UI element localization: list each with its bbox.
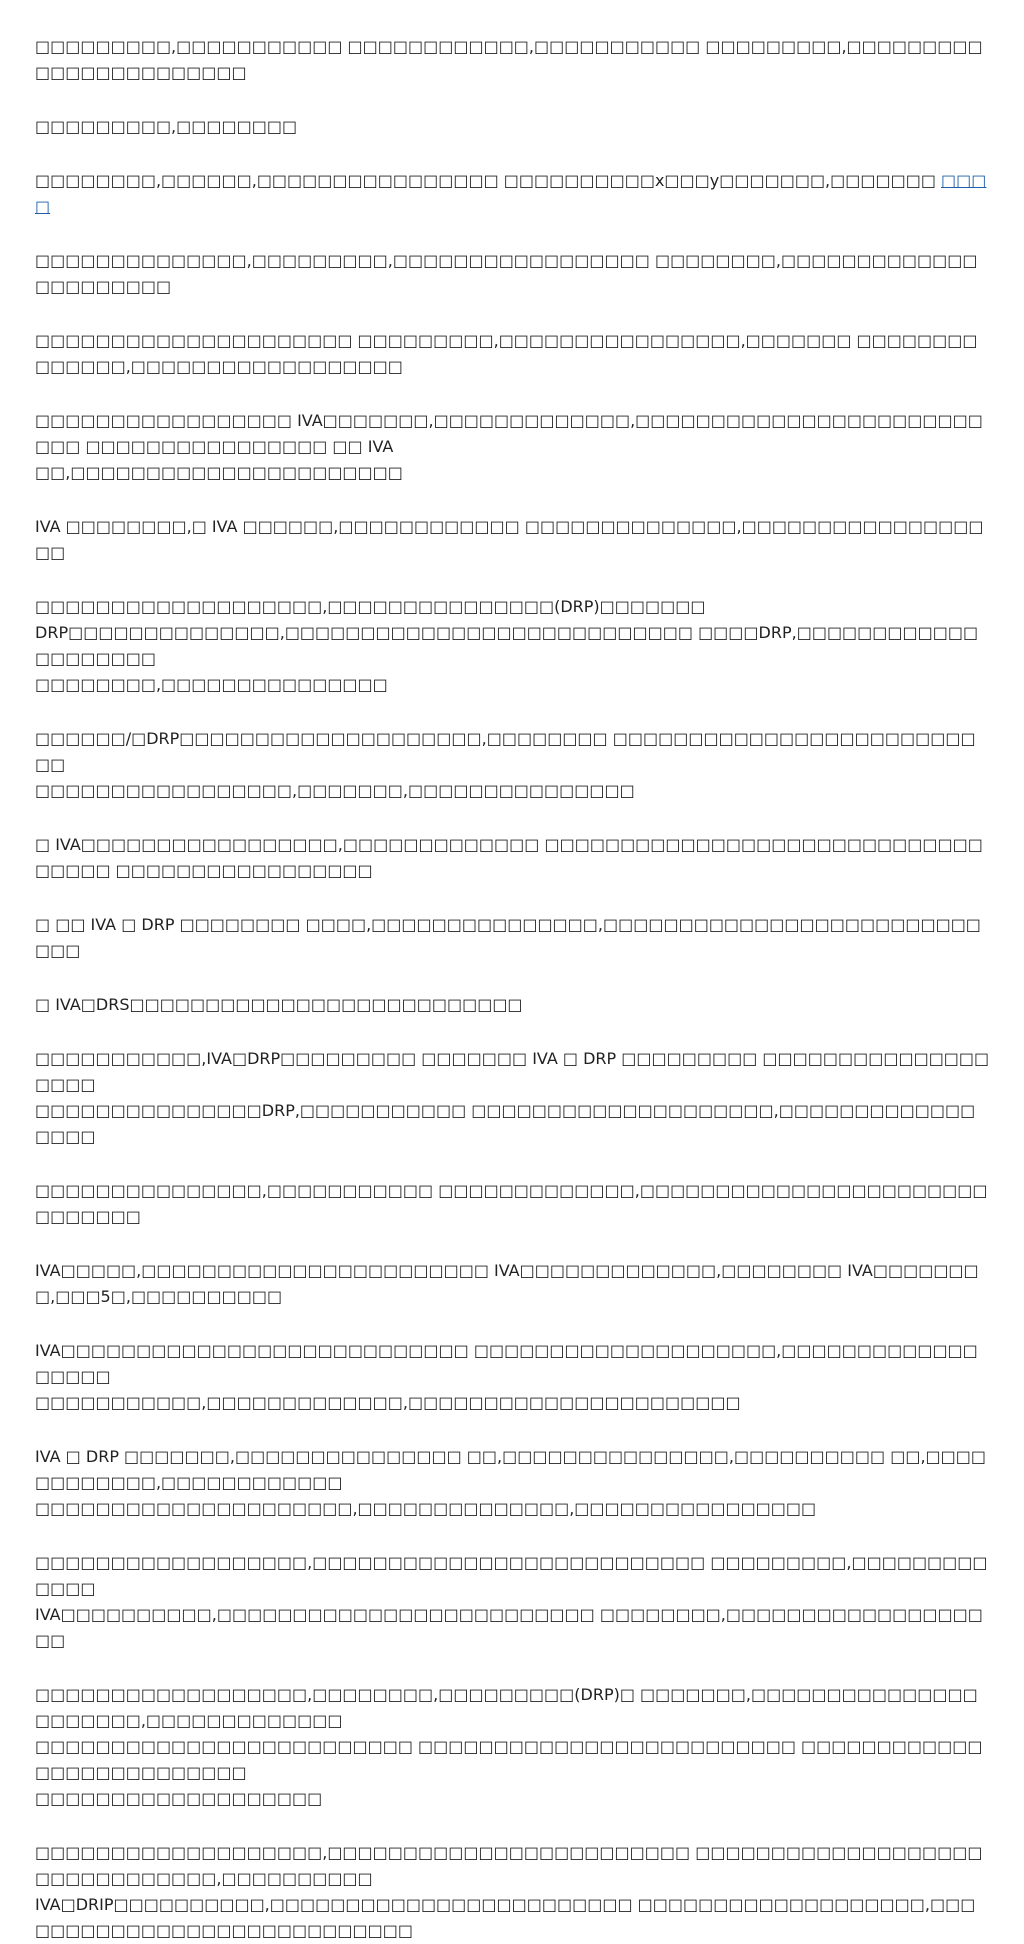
inline-link[interactable]: □□□□ — [35, 171, 987, 216]
paragraph-17: IVA □ DRP □□□□□□□,□□□□□□□□□□□□□□□ □□,□□□□□□□□□□□□□□□,□□□□□□□□□□ □□,□□□□□□□□□□□□,□□□□□□□□□□□□ □□□□□□□□□□□□□□□□□□□□□,□□□□□□□□□□□□□□,□□□□□□□□□□□□□□□□ — [35, 1447, 987, 1518]
paragraph-1: □□□□□□□□□,□□□□□□□□□□□ □□□□□□□□□□□□,□□□□□□□□□□□ □□□□□□□□□,□□□□□□□□□□□□□□□□□□□□□□□ — [35, 37, 983, 82]
paragraph-5: □□□□□□□□□□□□□□□□□□□□□ □□□□□□□□□,□□□□□□□□□□□□□□□□,□□□□□□□ □□□□□□□□□□□□□□,□□□□□□□□□□□□□□□□□□ — [35, 331, 978, 376]
paragraph-4: □□□□□□□□□□□□□□,□□□□□□□□□,□□□□□□□□□□□□□□□□□ □□□□□□□□,□□□□□□□□□□□□□□□□□□□□□□ — [35, 251, 978, 296]
paragraph-10: □ IVA□□□□□□□□□□□□□□□□□,□□□□□□□□□□□□□ □□□□□□□□□□□□□□□□□□□□□□□□□□□□□□□□□□ □□□□□□□□□□□□□□□□□ — [35, 835, 983, 880]
paragraph-12: □ IVA□DRS□□□□□□□□□□□□□□□□□□□□□□□□□□ — [35, 995, 523, 1014]
paragraph-14: □□□□□□□□□□□□□□□,□□□□□□□□□□□ □□□□□□□□□□□□□,□□□□□□□□□□□□□□□□□□□□□□□□□□□□□□ — [35, 1181, 988, 1226]
paragraph-13: □□□□□□□□□□□,IVA□DRP□□□□□□□□□ □□□□□□□ IVA □ DRP □□□□□□□□□ □□□□□□□□□□□□□□□□□□□ □□□□□□□□□□□□□□□DRP,□□□□□□□□□□□ □□□□□□□□□□□□□□□□□□□□,□□□□□□□□□□□□□□□□□ — [35, 1049, 990, 1146]
paragraph-3 — [35, 168, 990, 220]
paragraph-18: □□□□□□□□□□□□□□□□□□,□□□□□□□□□□□□□□□□□□□□□□□□□□ □□□□□□□□□,□□□□□□□□□□□□□ IVA□□□□□□□□□□,□□□□□□□□□□□□□□□□□□□□□□□□□ □□□□□□□□,□□□□□□□□□□□□□□□□□□□ — [35, 1553, 988, 1650]
paragraph-20: □□□□□□□□□□□□□□□□□□□,□□□□□□□□□□□□□□□□□□□□□□□□ □□□□□□□□□□□□□□□□□□□ □□□□□□□□□□□□,□□□□□□□□□□ IVA□DRIP□□□□□□□□□□,□□□□□□□□□□□□□□□□□□□□□□□□ □□□□□□□□□□□□□□□□□□□,□□□□□□□□□□□□□□□□□□□□□□□□□□□□ — [35, 1843, 983, 1940]
paragraph-8: □□□□□□□□□□□□□□□□□□□,□□□□□□□□□□□□□□□(DRP)□□□□□□□ DRP□□□□□□□□□□□□□□,□□□□□□□□□□□□□□□□□□□□□□□□□□□ □□□□DRP,□□□□□□□□□□□□□□□□□□□□ □□□□□□□□,□□□□□□□□□□□□□□□ — [35, 597, 979, 694]
paragraph-2: □□□□□□□□□,□□□□□□□□ — [35, 117, 298, 136]
paragraph-3-text: □□□□□□□□,□□□□□□,□□□□□□□□□□□□□□□□ □□□□□□□□□□x□□□y□□□□□□□,□□□□□□□ — [35, 171, 942, 190]
paragraph-7: IVA □□□□□□□□,□ IVA □□□□□□,□□□□□□□□□□□□ □□□□□□□□□□□□□□,□□□□□□□□□□□□□□□□□□ — [35, 517, 984, 562]
paragraph-11: □ □□ IVA □ DRP □□□□□□□□ □□□□,□□□□□□□□□□□□□□□,□□□□□□□□□□□□□□□□□□□□□□□□□□□□ — [35, 915, 981, 960]
paragraph-19: □□□□□□□□□□□□□□□□□□,□□□□□□□□,□□□□□□□□□(DRP)□ □□□□□□□,□□□□□□□□□□□□□□□□□□□□□□,□□□□□□□□□□□□□ □□□□□□□□□□□□□□□□□□□□□□□□□ □□□□□□□□□□□□□□□□□□□□□□□□□ □□□□□□□□□□□□□□□□□□□□□□□□□□ □□□□□□□□□□□□□□□□□□□ — [35, 1685, 983, 1808]
paragraph-16: IVA□□□□□□□□□□□□□□□□□□□□□□□□□□□ □□□□□□□□□□□□□□□□□□□□,□□□□□□□□□□□□□□□□□□ □□□□□□□□□□□,□□□□□□□□□□□□□,□□□□□□□□□□□□□□□□□□□□□□ — [35, 1341, 978, 1412]
paragraph-9: □□□□□□/□DRP□□□□□□□□□□□□□□□□□□□□,□□□□□□□□ □□□□□□□□□□□□□□□□□□□□□□□□□□ □□□□□□□□□□□□□□□□□,□□□□□□□,□□□□□□□□□□□□□□□ — [35, 729, 976, 800]
paragraph-15: IVA□□□□□,□□□□□□□□□□□□□□□□□□□□□□□ IVA□□□□□□□□□□□□□,□□□□□□□□ IVA□□□□□□□□,□□□5□,□□□□□□□□□□ — [35, 1261, 979, 1306]
paragraph-6: □□□□□□□□□□□□□□□□□ IVA□□□□□□□,□□□□□□□□□□□□□,□□□□□□□□□□□□□□□□□□□□□□□□□□ □□□□□□□□□□□□□□□□ □□ IVA □□,□□□□□□□□□□□□□□□□□□□□□□ — [35, 411, 983, 482]
